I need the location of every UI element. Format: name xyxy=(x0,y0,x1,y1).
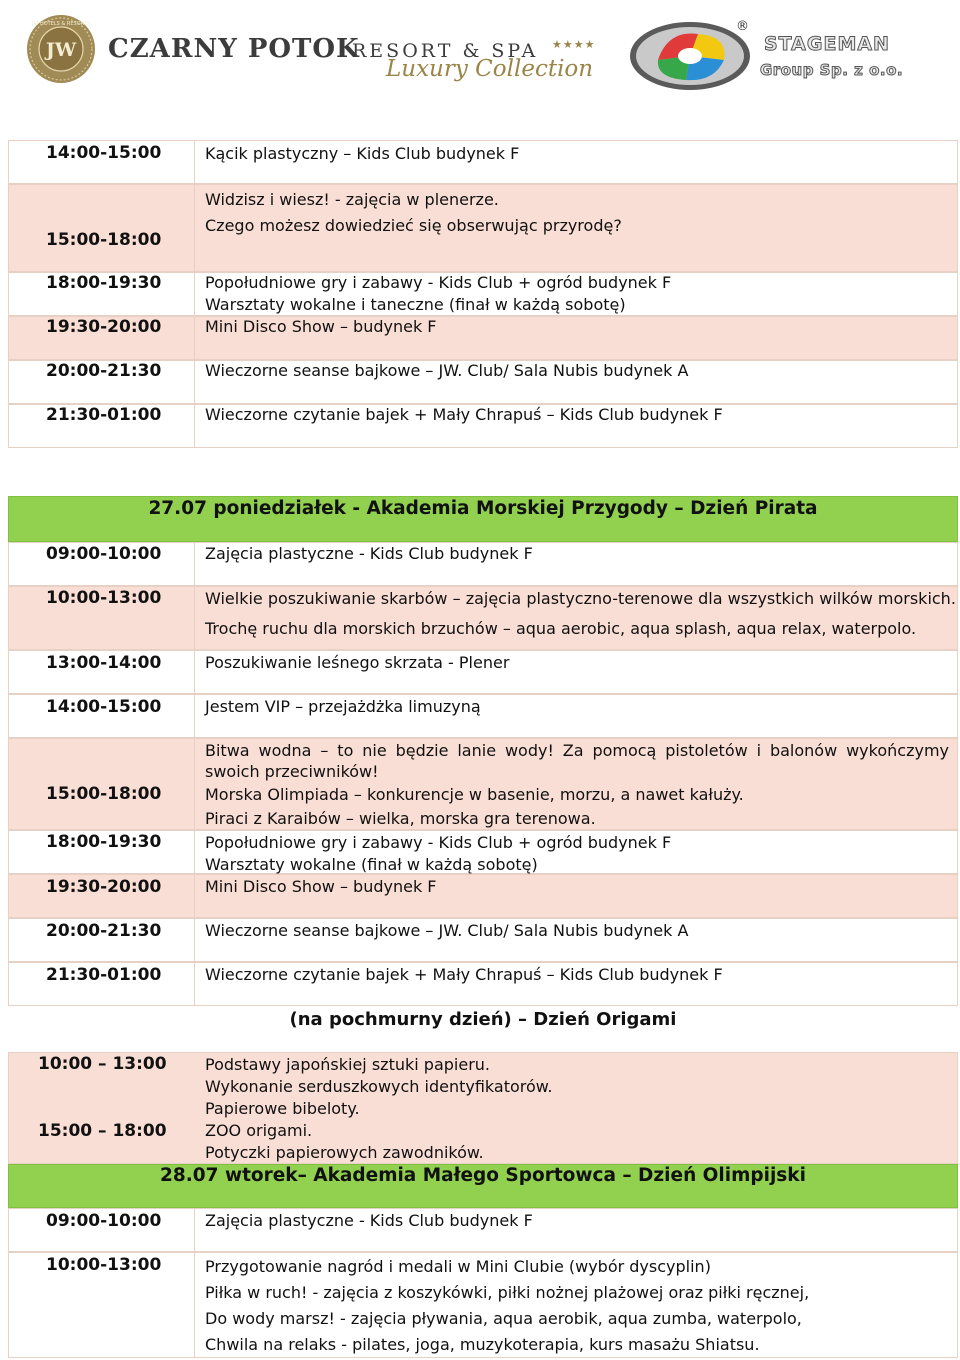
time-label: 10:00 – 13:00 xyxy=(38,1054,167,1074)
time-label: 10:00-13:00 xyxy=(46,588,162,608)
activity-text: Popołudniowe gry i zabawy - Kids Club + ogród budynek F xyxy=(205,273,672,292)
activity-text: Przygotowanie nagród i medali w Mini Clubie (wybór dyscyplin) xyxy=(205,1257,711,1276)
time-label: 09:00-10:00 xyxy=(46,544,162,564)
activity-text: ZOO origami. xyxy=(205,1121,313,1140)
time-label: 15:00-18:00 xyxy=(46,230,162,250)
activity-text: Papierowe bibeloty. xyxy=(205,1099,360,1118)
activity-text: Trochę ruchu dla morskich brzuchów – aqua aerobic, aqua splash, aqua relax, waterpolo. xyxy=(205,619,917,638)
resort-name: CZARNY POTOK xyxy=(108,34,360,64)
alt-day-heading: (na pochmurny dzień) – Dzień Origami xyxy=(289,1009,677,1030)
activity-text: Widzisz i wiesz! - zajęcia w plenerze. xyxy=(205,190,499,209)
activity-text: Poszukiwanie leśnego skrzata - Plener xyxy=(205,653,510,672)
activity-text: Popołudniowe gry i zabawy - Kids Club + ogród budynek F xyxy=(205,833,672,852)
activity-text: Wieczorne czytanie bajek + Mały Chrapuś – Kids Club budynek F xyxy=(205,965,723,984)
time-label: 15:00-18:00 xyxy=(46,784,162,804)
activity-text: Bitwa wodna – to nie będzie lanie wody! Za pomocą pistoletów i balonów wykończymy swoich przeciwników! xyxy=(205,741,949,781)
jw-seal-logo xyxy=(26,14,96,84)
time-label: 10:00-13:00 xyxy=(46,1255,162,1275)
activity-text: Zajęcia plastyczne - Kids Club budynek F xyxy=(205,1211,533,1230)
activity-text: Zajęcia plastyczne - Kids Club budynek F xyxy=(205,544,533,563)
resort-subtitle: RESORT & SPA xyxy=(352,40,539,62)
activity-text: Mini Disco Show – budynek F xyxy=(205,877,437,896)
sponsor-name: STAGEMAN xyxy=(764,33,890,55)
activity-text: Jestem VIP – przejażdżka limuzyną xyxy=(205,697,481,716)
time-label: 19:30-20:00 xyxy=(46,317,162,337)
activity-text: Czego możesz dowiedzieć się obserwując przyrodę? xyxy=(205,216,622,235)
resort-stars: ★★★★ xyxy=(552,38,596,51)
jw-ring-text: JW HOTELS & RESORTS xyxy=(31,21,91,27)
day-heading: 28.07 wtorek– Akademia Małego Sportowca – Dzień Olimpijski xyxy=(160,1165,806,1186)
time-label: 18:00-19:30 xyxy=(46,832,162,852)
activity-text: Chwila na relaks - pilates, joga, muzykoterapia, kurs masażu Shiatsu. xyxy=(205,1335,760,1354)
activity-text: Podstawy japońskiej sztuki papieru. xyxy=(205,1055,490,1074)
day-heading: 27.07 poniedziałek - Akademia Morskiej Przygody – Dzień Pirata xyxy=(148,498,818,519)
time-label: 21:30-01:00 xyxy=(46,965,162,985)
activity-text: Kącik plastyczny – Kids Club budynek F xyxy=(205,144,520,163)
time-label: 14:00-15:00 xyxy=(46,143,162,163)
time-label: 15:00 – 18:00 xyxy=(38,1121,167,1141)
activity-text: Wieczorne seanse bajkowe – JW. Club/ Sala Nubis budynek A xyxy=(205,921,689,940)
time-label: 19:30-20:00 xyxy=(46,877,162,897)
activity-text: Wielkie poszukiwanie skarbów – zajęcia plastyczno-terenowe dla wszystkich wilków morskich. xyxy=(205,589,956,608)
activity-text: Piraci z Karaibów – wielka, morska gra terenowa. xyxy=(205,809,596,828)
page-header xyxy=(0,0,960,110)
column-divider xyxy=(194,1208,195,1358)
resort-collection: Luxury Collection xyxy=(386,56,594,82)
time-label: 21:30-01:00 xyxy=(46,405,162,425)
activity-text: Mini Disco Show – budynek F xyxy=(205,317,437,336)
activity-text: Wieczorne czytanie bajek + Mały Chrapuś – Kids Club budynek F xyxy=(205,405,723,424)
time-label: 13:00-14:00 xyxy=(46,653,162,673)
activity-text: Wykonanie serduszkowych identyfikatorów. xyxy=(205,1077,553,1096)
jw-initials: JW xyxy=(45,39,77,61)
activity-text: Warsztaty wokalne (finał w każdą sobotę) xyxy=(205,855,538,874)
column-divider xyxy=(194,542,195,1006)
activity-text: Do wody marsz! - zajęcia pływania, aqua aerobik, aqua zumba, waterpolo, xyxy=(205,1309,802,1328)
time-label: 18:00-19:30 xyxy=(46,273,162,293)
time-label: 20:00-21:30 xyxy=(46,921,162,941)
activity-text: Wieczorne seanse bajkowe – JW. Club/ Sala Nubis budynek A xyxy=(205,361,689,380)
column-divider xyxy=(194,140,195,448)
time-label: 20:00-21:30 xyxy=(46,361,162,381)
activity-text: Warsztaty wokalne i taneczne (finał w każdą sobotę) xyxy=(205,295,626,314)
time-label: 14:00-15:00 xyxy=(46,697,162,717)
registered-mark: ® xyxy=(736,19,749,34)
activity-text: Morska Olimpiada – konkurencje w basenie, morzu, a nawet kałuży. xyxy=(205,785,744,804)
sponsor-group: Group Sp. z o.o. xyxy=(760,61,904,79)
activity-text: Potyczki papierowych zawodników. xyxy=(205,1143,484,1162)
time-label: 09:00-10:00 xyxy=(46,1211,162,1231)
stageman-logo-icon xyxy=(628,20,752,92)
activity-text: Piłka w ruch! - zajęcia z koszykówki, piłki nożnej plażowej oraz piłki ręcznej, xyxy=(205,1283,810,1302)
